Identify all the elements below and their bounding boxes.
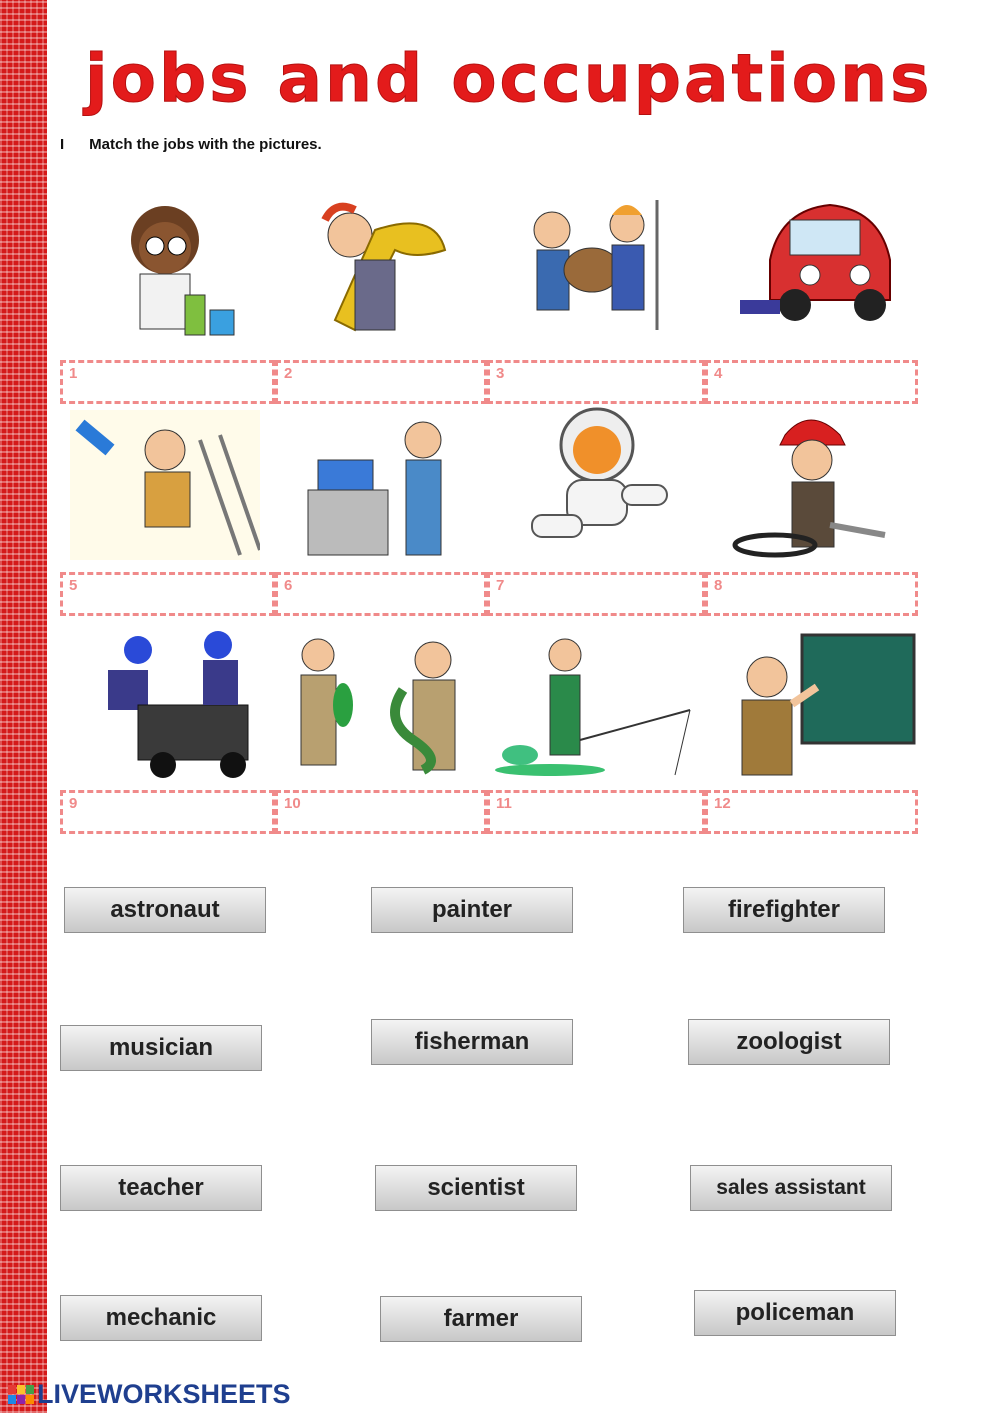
answer-box[interactable]: [60, 572, 275, 616]
word-card-scientist[interactable]: scientist: [375, 1165, 577, 1211]
answer-box[interactable]: [60, 360, 275, 404]
side-decoration-bar: [0, 0, 47, 1413]
word-card-policeman[interactable]: policeman: [694, 1290, 896, 1336]
instruction: [60, 136, 322, 153]
answer-box[interactable]: [705, 790, 918, 834]
answer-number: 3: [496, 365, 505, 382]
word-card-astronaut[interactable]: astronaut: [64, 887, 266, 933]
instruction-number: I: [60, 136, 65, 153]
word-card-sales-assistant[interactable]: sales assistant: [690, 1165, 892, 1211]
musician-picture: [295, 190, 470, 340]
answer-box[interactable]: [705, 572, 918, 616]
answer-box[interactable]: [275, 790, 487, 834]
logo-grid-icon: [8, 1385, 34, 1404]
liveworksheets-logo: [8, 1380, 291, 1408]
answer-box[interactable]: [705, 360, 918, 404]
word-card-farmer[interactable]: farmer: [380, 1296, 582, 1342]
answer-box[interactable]: [60, 790, 275, 834]
brand-text: LIVEWORKSHEETS: [37, 1378, 291, 1409]
word-card-musician[interactable]: musician: [60, 1025, 262, 1071]
zoologist-picture: [283, 630, 478, 780]
answer-number: 6: [284, 577, 293, 594]
astronaut-picture: [512, 405, 687, 555]
answer-number: 10: [284, 795, 301, 812]
painter-picture: [70, 410, 260, 560]
answer-number: 8: [714, 577, 723, 594]
word-card-teacher[interactable]: teacher: [60, 1165, 262, 1211]
sales-assistant-picture: [298, 410, 458, 560]
answer-box[interactable]: [487, 790, 705, 834]
answer-number: 2: [284, 365, 293, 382]
teacher-picture: [722, 632, 917, 782]
firefighter-picture: [730, 410, 890, 560]
mechanic-picture: [730, 190, 905, 340]
word-card-mechanic[interactable]: mechanic: [60, 1295, 262, 1341]
answer-number: 1: [69, 365, 78, 382]
policeman-picture: [68, 630, 263, 780]
answer-number: 9: [69, 795, 78, 812]
answer-box[interactable]: [487, 360, 705, 404]
answer-box[interactable]: [487, 572, 705, 616]
word-card-firefighter[interactable]: firefighter: [683, 887, 885, 933]
farmer-picture: [512, 190, 687, 340]
fisherman-picture: [490, 630, 700, 780]
instruction-text: Match the jobs with the pictures.: [89, 136, 322, 153]
answer-number: 4: [714, 365, 723, 382]
answer-box[interactable]: [275, 360, 487, 404]
answer-number: 5: [69, 577, 78, 594]
answer-number: 7: [496, 577, 505, 594]
answer-box[interactable]: [275, 572, 487, 616]
answer-number: 12: [714, 795, 731, 812]
word-card-painter[interactable]: painter: [371, 887, 573, 933]
answer-number: 11: [496, 795, 512, 812]
word-card-zoologist[interactable]: zoologist: [688, 1019, 890, 1065]
word-card-fisherman[interactable]: fisherman: [371, 1019, 573, 1065]
scientist-picture: [85, 190, 260, 340]
page-title: jobs and occupations: [85, 40, 933, 117]
